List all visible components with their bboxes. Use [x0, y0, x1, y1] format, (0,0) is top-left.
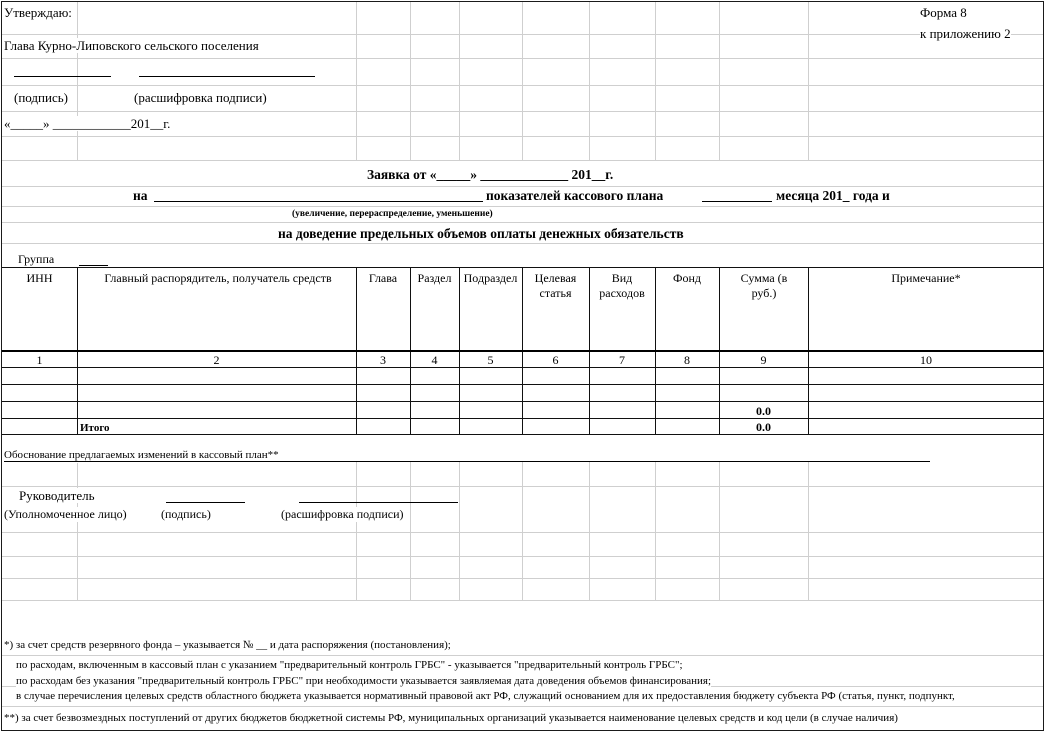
grid-row-line	[2, 85, 1043, 86]
grid-row-line	[2, 706, 1043, 707]
table-row-border	[2, 418, 1043, 419]
col-number: 9	[760, 353, 767, 367]
grid-col-line	[522, 462, 523, 600]
grid-row-line	[2, 222, 1043, 223]
table-row-border	[2, 401, 1043, 402]
col-header-section: Раздел	[417, 271, 452, 285]
signoff-authorized: (Уполномоченное лицо)	[4, 507, 127, 521]
grid-col-line	[356, 462, 357, 600]
col-number: 4	[431, 353, 438, 367]
signature-decode-caption: (расшифровка подписи)	[134, 90, 267, 105]
title-month-underline	[702, 201, 772, 202]
col-header-inn: ИНН	[26, 271, 53, 285]
footnote-no-prior-control: по расходам без указания "предварительный контроль ГРБС" при необходимости указывается заявляемая дата доведения объемов финансирования;	[16, 675, 712, 687]
grid-row-line	[2, 243, 1043, 244]
title-line3: на доведение предельных объемов оплаты денежных обязательств	[278, 226, 684, 241]
col-number: 2	[213, 353, 220, 367]
form-number: Форма 8	[920, 5, 967, 20]
grid-col-line	[808, 462, 809, 600]
group-label: Группа	[18, 252, 55, 266]
col-number: 3	[380, 353, 386, 367]
signoff-signature-caption: (подпись)	[161, 507, 211, 521]
table-header-border	[2, 350, 1043, 352]
grid-col-line	[655, 462, 656, 600]
col-header-expense-type: Вид расходов	[599, 271, 645, 300]
grid-row-line	[2, 34, 1043, 35]
approve-label: Утверждаю:	[4, 5, 72, 20]
grid-row-line	[2, 556, 1043, 557]
approval-date: «_____» ____________201__г.	[4, 116, 171, 131]
col-number: 10	[920, 353, 932, 367]
col-number: 7	[619, 353, 625, 367]
grid-col-line	[589, 462, 590, 600]
grid-col-line	[410, 462, 411, 600]
title-change-note: (увеличение, перераспределение, уменьшение)	[292, 207, 493, 222]
signoff-signature-underline	[166, 502, 245, 503]
grid-row-line	[2, 160, 1043, 161]
grid-col-line	[719, 462, 720, 600]
table-row-border	[2, 384, 1043, 385]
grid-row-line	[2, 136, 1043, 137]
grid-row-line	[2, 578, 1043, 579]
col-number: 1	[36, 353, 43, 367]
footnote-regional-budget: в случае перечисления целевых средств областного бюджета указывается нормативный правовой акт РФ, служащий основанием для их предоставления бюджету субъекта РФ (статья, пункт, подпункт,	[16, 690, 955, 702]
table-bottom-border	[2, 434, 1043, 435]
grid-row-line	[2, 486, 1043, 487]
group-underline	[79, 265, 108, 266]
title-change-underline	[154, 201, 483, 202]
col-header-fund: Фонд	[672, 271, 701, 285]
title-line2-mid: показателей кассового плана	[486, 188, 664, 203]
head-title: Глава Курно-Липовского сельского поселения	[4, 38, 259, 53]
signoff-head: Руководитель	[19, 488, 95, 503]
total-label: Итого	[80, 422, 110, 434]
grid-col-line	[459, 462, 460, 600]
justification-underline	[4, 461, 930, 462]
justification-label: Обоснование предлагаемых изменений в кассовый план**	[4, 449, 279, 461]
title-line2-suffix: месяца 201_ года и	[776, 188, 890, 203]
col-number: 5	[487, 353, 494, 367]
col-number: 6	[552, 353, 559, 367]
footnote-gratuitous-receipts: **) за счет безвозмездных поступлений от других бюджетов бюджетной системы РФ, муниципальных организаций указывается наименование целевых средств и код цели (в случае наличия)	[4, 712, 898, 724]
grid-row-line	[2, 532, 1043, 533]
grid-row-line	[2, 206, 1043, 207]
grid-row-line	[2, 600, 1043, 601]
signature-caption: (подпись)	[14, 90, 68, 105]
subtotal-value: 0.0	[756, 404, 771, 418]
grid-col-line	[77, 462, 78, 600]
total-value: 0.0	[756, 420, 771, 434]
form-appendix: к приложению 2	[920, 26, 1011, 41]
grid-row-line	[2, 58, 1043, 59]
signature-underline	[14, 76, 111, 77]
grid-row-line	[2, 655, 1043, 656]
col-header-chapter: Глава	[368, 271, 398, 285]
footnote-prior-control: по расходам, включенным в кассовый план с указанием "предварительный контроль ГРБС" - указывается "предварительный контроль ГРБС";	[16, 659, 683, 671]
col-number: 8	[684, 353, 690, 367]
col-header-subsection: Подраздел	[463, 271, 518, 285]
footnote-reserve-fund: *) за счет средств резервного фонда – указывается № __ и дата распоряжения (постановления);	[4, 639, 451, 651]
col-header-sum: Сумма (в руб.)	[740, 271, 788, 300]
grid-row-line	[2, 186, 1043, 187]
col-header-note: Примечание*	[891, 271, 961, 285]
signoff-decode-caption: (расшифровка подписи)	[281, 507, 404, 521]
col-header-target-item: Целевая статья	[534, 271, 577, 300]
title-line2-prefix: на	[133, 188, 148, 203]
grid-row-line	[2, 111, 1043, 112]
signature-decode-underline	[139, 76, 315, 77]
signoff-decode-underline	[299, 502, 458, 503]
request-title: Заявка от «_____» _____________ 201__г.	[367, 167, 614, 182]
col-header-recipient: Главный распорядитель, получатель средств	[104, 271, 332, 285]
